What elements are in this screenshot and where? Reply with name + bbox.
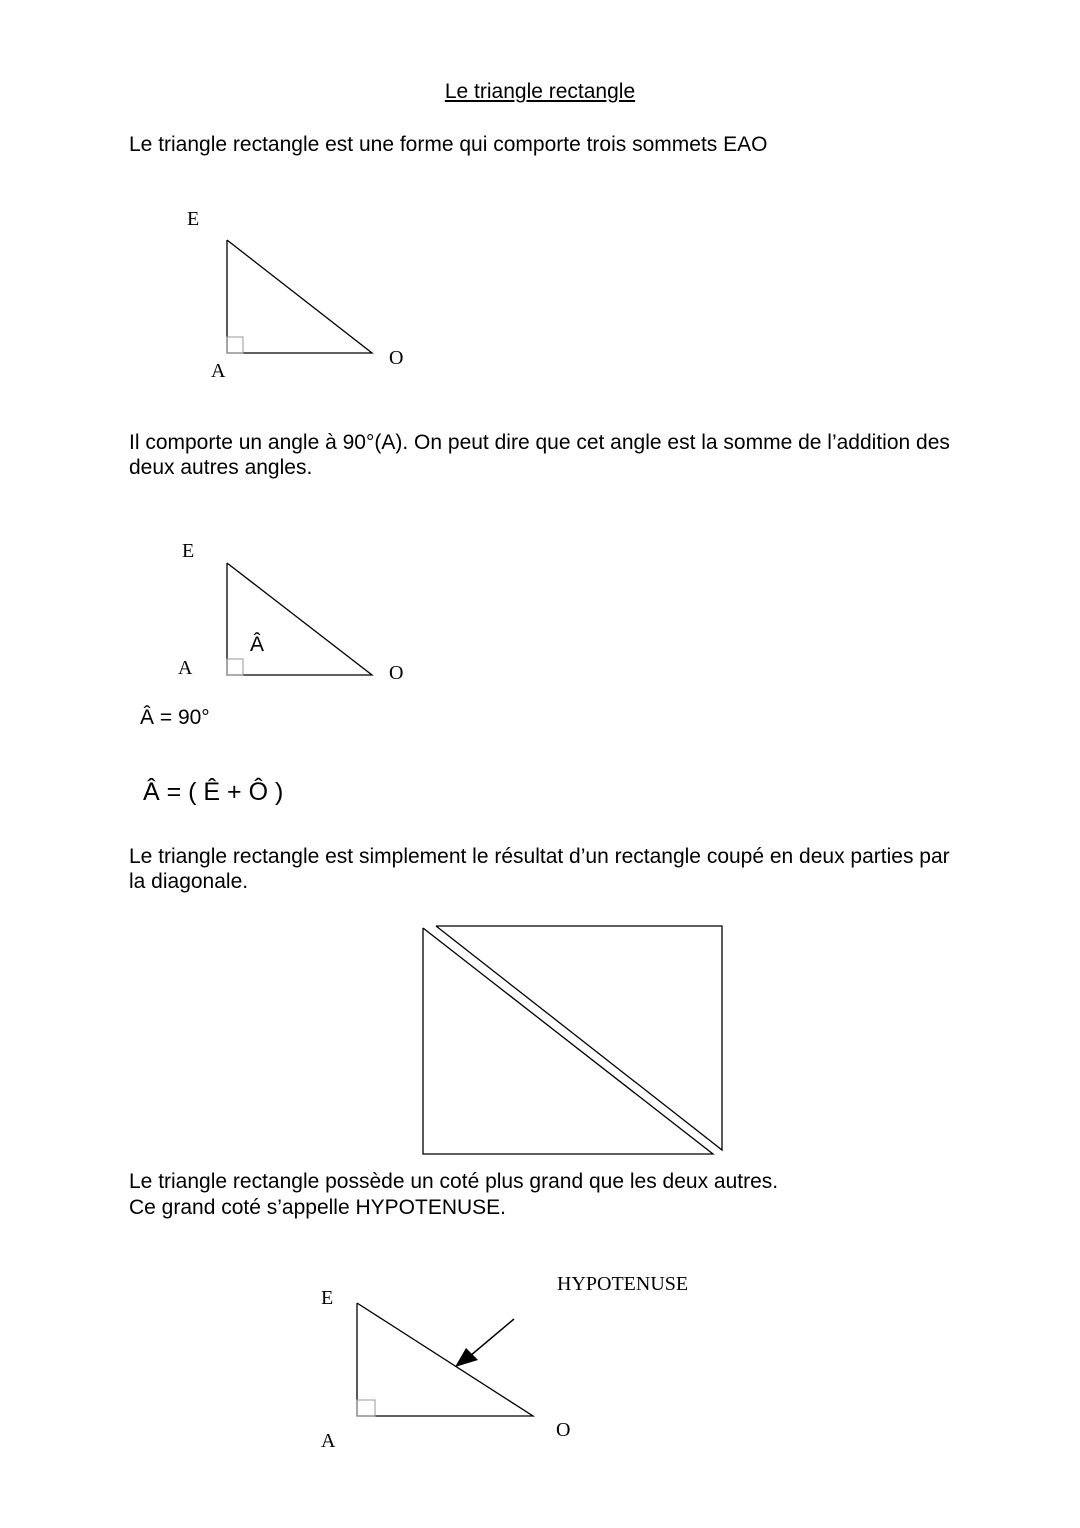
- angle-a-label: Â: [250, 633, 265, 656]
- right-angle-formula: Â = 90°: [140, 706, 210, 729]
- intro-paragraph: Le triangle rectangle est une forme qui comporte trois sommets EAO: [129, 133, 768, 156]
- hypotenuse-arrow-shaft: [470, 1319, 514, 1356]
- vertex-o-label-4: O: [556, 1419, 571, 1441]
- vertex-o-label-2: O: [389, 662, 404, 684]
- page-title: Le triangle rectangle: [444, 80, 636, 103]
- vertex-a-label-4: A: [321, 1430, 336, 1452]
- hypotenuse-paragraph-1: Le triangle rectangle possède un coté plus grand que les deux autres.: [129, 1170, 779, 1193]
- hypotenuse-label: HYPOTENUSE: [557, 1273, 689, 1295]
- angle-paragraph: Il comporte un angle à 90°(A). On peut dire que cet angle est la somme de l’addition des deux autres angles.: [129, 431, 950, 479]
- hypotenuse-paragraph-2: Ce grand coté s’appelle HYPOTENUSE.: [129, 1196, 507, 1219]
- vertex-e-label-4: E: [321, 1287, 334, 1309]
- angle-sum-formula: Â = ( Ê + Ô ): [143, 778, 284, 806]
- triangle-4-outline: [357, 1303, 533, 1416]
- rectangle-paragraph: Le triangle rectangle est simplement le résultat d’un rectangle coupé en deux parties par la diagonale.: [129, 845, 950, 893]
- right-angle-marker-4: [357, 1400, 375, 1416]
- vertex-e-label-2: E: [182, 540, 195, 562]
- vertex-e-label-1: E: [187, 208, 200, 230]
- hypotenuse-arrow-head: [455, 1348, 478, 1367]
- vertex-a-label-1: A: [211, 360, 226, 382]
- vertex-o-label-1: O: [389, 347, 404, 369]
- vertex-a-label-2: A: [178, 657, 193, 679]
